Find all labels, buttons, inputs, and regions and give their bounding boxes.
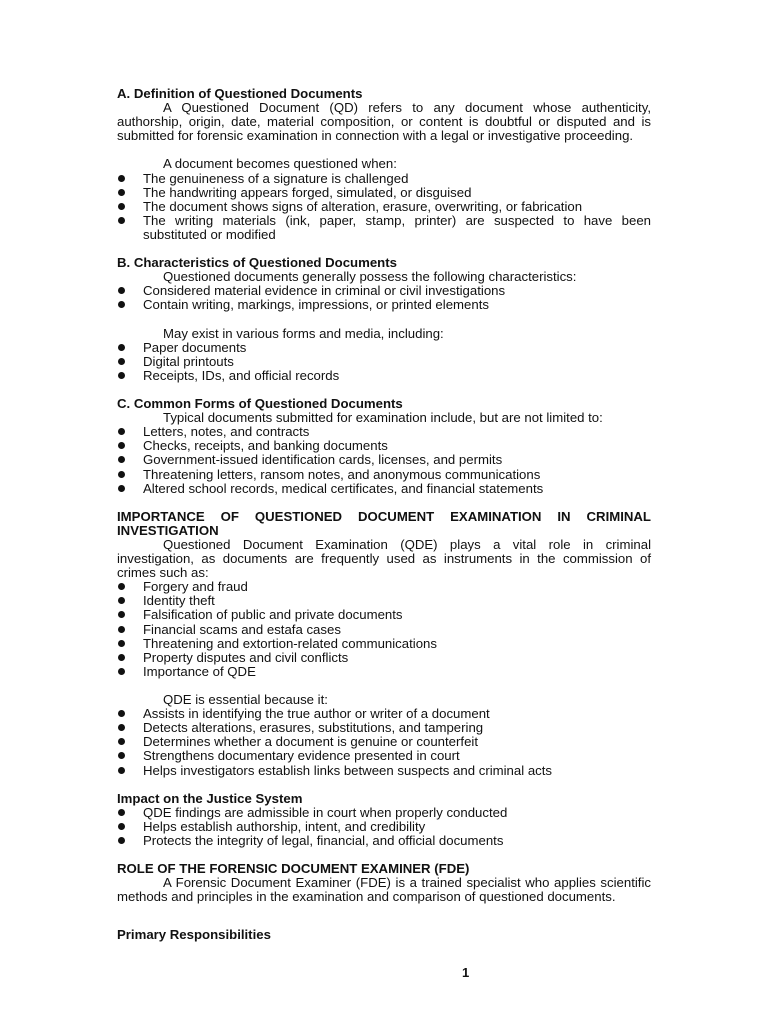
list-item: Protects the integrity of legal, financial, and official documents bbox=[117, 834, 651, 848]
list-item: Property disputes and civil conflicts bbox=[117, 651, 651, 665]
list-item: Paper documents bbox=[117, 341, 651, 355]
list-item: QDE findings are admissible in court when properly conducted bbox=[117, 806, 651, 820]
section-a-bullet-list bbox=[117, 172, 651, 242]
list-item: Contain writing, markings, impressions, or printed elements bbox=[117, 298, 651, 312]
section-b-bullet-list-1 bbox=[117, 284, 651, 312]
list-item: Altered school records, medical certificates, and financial statements bbox=[117, 482, 651, 496]
list-item: Considered material evidence in criminal or civil investigations bbox=[117, 284, 651, 298]
list-item: Falsification of public and private documents bbox=[117, 608, 651, 622]
list-item: The writing materials (ink, paper, stamp, printer) are suspected to have been substituted or modified bbox=[117, 214, 651, 242]
impact-bullet-list bbox=[117, 806, 651, 848]
list-item: Letters, notes, and contracts bbox=[117, 425, 651, 439]
list-item: Threatening and extortion-related communications bbox=[117, 637, 651, 651]
importance-bullet-list-1 bbox=[117, 580, 651, 679]
importance-lead-2: QDE is essential because it: bbox=[163, 692, 328, 708]
section-c-bullet-list bbox=[117, 425, 651, 495]
list-item: Identity theft bbox=[117, 594, 651, 608]
list-item: Determines whether a document is genuine or counterfeit bbox=[117, 735, 651, 749]
section-c-lead: Typical documents submitted for examination include, but are not limited to: bbox=[163, 410, 603, 426]
list-item: The genuineness of a signature is challenged bbox=[117, 172, 651, 186]
primary-responsibilities-heading: Primary Responsibilities bbox=[117, 927, 271, 943]
importance-paragraph: Questioned Document Examination (QDE) plays a vital role in criminal investigation, as documents are frequently used as instruments in the commission of crimes such as: bbox=[117, 537, 651, 581]
list-item: Strengthens documentary evidence presented in court bbox=[117, 749, 651, 763]
document-page bbox=[117, 87, 651, 943]
section-b-bullet-list-2 bbox=[117, 341, 651, 383]
list-item: The document shows signs of alteration, erasure, overwriting, or fabrication bbox=[117, 200, 651, 214]
importance-heading: IMPORTANCE OF QUESTIONED DOCUMENT EXAMINATION IN CRIMINAL INVESTIGATION bbox=[117, 508, 651, 538]
section-b-lead-2: May exist in various forms and media, including: bbox=[163, 325, 444, 341]
list-item: Financial scams and estafa cases bbox=[117, 623, 651, 637]
role-paragraph: A Forensic Document Examiner (FDE) is a trained specialist who applies scientific methods and principles in the examination and comparison of questioned documents. bbox=[117, 875, 651, 905]
list-item: Forgery and fraud bbox=[117, 580, 651, 594]
list-item: Helps investigators establish links between suspects and criminal acts bbox=[117, 764, 651, 778]
importance-bullet-list-2 bbox=[117, 707, 651, 777]
page-number: 1 bbox=[462, 965, 470, 980]
section-b-heading: B. Characteristics of Questioned Documents bbox=[117, 255, 397, 271]
section-b-lead-1: Questioned documents generally possess the following characteristics: bbox=[163, 269, 577, 285]
list-item: Importance of QDE bbox=[117, 665, 651, 679]
section-c-heading: C. Common Forms of Questioned Documents bbox=[117, 396, 403, 412]
section-a-paragraph: A Questioned Document (QD) refers to any document whose authenticity, authorship, origin, date, material composition, or content is doubtful or disputed and is submitted for forensic examination in connection with a legal or investigative proceeding. bbox=[117, 100, 651, 144]
list-item: Checks, receipts, and banking documents bbox=[117, 439, 651, 453]
list-item: Receipts, IDs, and official records bbox=[117, 369, 651, 383]
list-item: Digital printouts bbox=[117, 355, 651, 369]
list-item: Threatening letters, ransom notes, and anonymous communications bbox=[117, 468, 651, 482]
list-item: Helps establish authorship, intent, and credibility bbox=[117, 820, 651, 834]
section-a-lead: A document becomes questioned when: bbox=[163, 156, 397, 172]
role-heading: ROLE OF THE FORENSIC DOCUMENT EXAMINER (FDE) bbox=[117, 861, 470, 877]
list-item: The handwriting appears forged, simulated, or disguised bbox=[117, 186, 651, 200]
impact-heading: Impact on the Justice System bbox=[117, 790, 303, 806]
list-item: Government-issued identification cards, licenses, and permits bbox=[117, 453, 651, 467]
list-item: Detects alterations, erasures, substitutions, and tampering bbox=[117, 721, 651, 735]
section-a-heading: A. Definition of Questioned Documents bbox=[117, 86, 363, 101]
list-item: Assists in identifying the true author or writer of a document bbox=[117, 707, 651, 721]
